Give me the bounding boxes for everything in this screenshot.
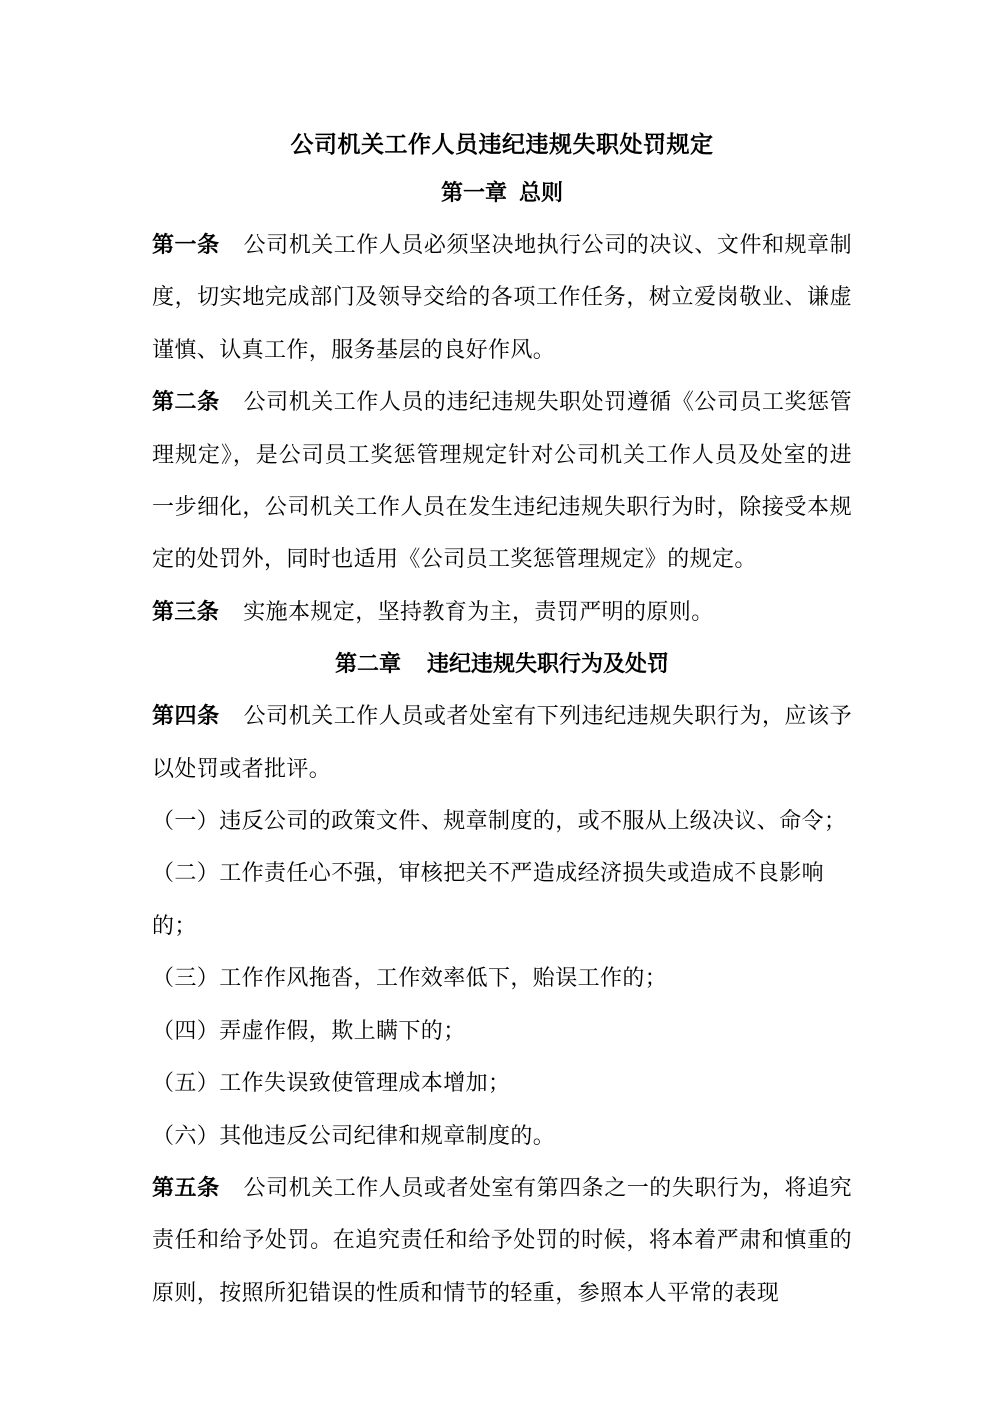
chapter-label: 第一章 [440,181,507,206]
article-text: 公司机关工作人员的违纪违规失职处罚遵循《公司员工奖惩管理规定》，是公司员工奖惩管理规定针对公司机关工作人员及处室的进一步细化，公司机关工作人员在发生违纪违规失职行为时，除接受本规定的处罚外，同时也适用《公司员工奖惩管理规定》的规定。 [152,390,852,573]
list-item: （五）工作失误致使管理成本增加； [152,1071,511,1097]
article-2 [152,377,852,587]
article-text: 公司机关工作人员或者处室有第四条之一的失职行为，将追究责任和给予处罚。在追究责任和给予处罚的时候，将本着严肃和慎重的原则，按照所犯错误的性质和情节的轻重，参照本人平常的表现 [152,1175,852,1306]
article-text: 实施本规定，坚持教育为主，责罚严明的原则。 [243,599,714,625]
list-item: （四）弄虚作假，欺上瞒下的； [152,1018,466,1044]
article-text: 公司机关工作人员必须坚决地执行公司的决议、文件和规章制度，切实地完成部门及领导交给的各项工作任务，树立爱岗敬业、谦虚谨慎、认真工作，服务基层的良好作风。 [152,233,852,363]
article-4 [152,691,852,796]
article-label: 第三条 [152,599,220,625]
chapter-name: 违纪违规失职行为及处罚 [427,652,670,678]
list-item: （二）工作责任心不强，审核把关不严造成经济损失或造成不良影响的； [152,861,825,939]
article-5 [152,1163,852,1320]
chapter-label: 第二章 [334,652,401,678]
article-label: 第一条 [152,233,220,258]
list-item: （三）工作作风拖沓，工作效率低下，贻误工作的； [152,966,668,992]
chapter-heading-2 [152,639,852,691]
document-body [152,122,852,1320]
chapter-name: 总则 [519,181,564,206]
article-label: 第五条 [152,1175,220,1201]
article-label: 第四条 [152,704,220,730]
article-1 [152,220,852,377]
list-item: （一）违反公司的政策文件、规章制度的，或不服从上级决议、命令； [152,809,847,835]
article-3 [152,587,852,639]
document-title: 公司机关工作人员违纪违规失职处罚规定 [290,132,714,158]
article-label: 第二条 [152,390,220,416]
list-item: （六）其他违反公司纪律和规章制度的。 [152,1123,556,1149]
chapter-heading-1 [152,168,852,220]
article-text: 公司机关工作人员或者处室有下列违纪违规失职行为，应该予以处罚或者批评。 [152,704,852,782]
